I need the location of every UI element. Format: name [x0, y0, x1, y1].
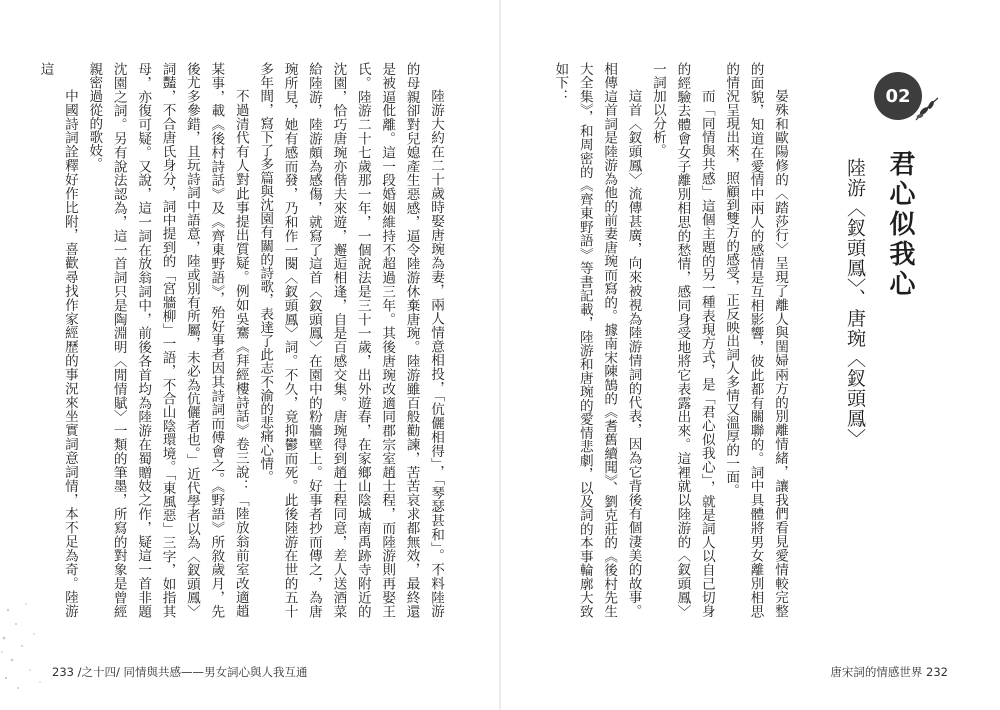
- right-paragraph-3: 這首〈釵頭鳳〉流傳甚廣，向來被視為陸游情詞的代表，因為它背後有個淒美的故事。相傳這首詞是陸游為他的前妻唐琬而寫的。據南宋陳鵠的《耆舊續聞》、劉克莊的《後村先生大全集》，和周密的《齊東野語》等書記載，陸游和唐琬的愛情悲劇，以及詞的本事輪廓大致如下：: [552, 62, 642, 618]
- leaf-sprig-icon: [914, 96, 940, 122]
- left-paragraph-3: 中國詩詞詮釋好作比附，喜歡尋找作家經歷的事況來坐實詞意詞情，本不足為奇。陸游這: [37, 62, 78, 618]
- section-title: 君心似我心: [885, 150, 915, 300]
- right-paragraph-1: 晏殊和歐陽修的〈踏莎行〉呈現了離人與閨婦兩方的別離情緒，讓我們看見愛情較完整的面貌，知道在愛情中兩人的感情是互相影響，彼此都有關聯的。詞中具體將男女離別相思的情況呈現出來，照顧到雙方的感受，正反映出詞人多情又溫厚的一面。: [723, 62, 788, 618]
- left-page-footer: 233 /之十四/ 同情與共感——男女詞心與人我互通: [52, 665, 308, 679]
- left-page-body: [37, 62, 448, 618]
- decorative-speckle-icon: [0, 590, 90, 700]
- right-page-body: [552, 62, 792, 618]
- chapter-number-badge: 02: [874, 72, 922, 120]
- right-page-footer: 唐宋詞的情感世界 232: [830, 665, 948, 679]
- right-page: [500, 0, 1000, 710]
- section-subtitle: 陸游〈釵頭鳳〉、唐琬〈釵頭鳳〉: [844, 158, 866, 449]
- left-paragraph-2: 不過清代有人對此事提出質疑。例如吳騫《拜經樓詩話》卷三說：「陸放翁前室改適趙某事，載《後村詩話》及《齊東野語》，殆好事者因其詩詞而傅會之。《野語》所敘歲月，先後尤多參錯，且玩詩詞中語意，陸或別有所屬，未必為伉儷者也。」近代學者以為〈釵頭鳳〉詞豔，不合唐氏身分，詞中提到的「宮牆柳」一語，不合山陰環境。「東風惡」三字，如指其母，亦復可疑。又說，這一詞在放翁詞中，前後各首均為陸游在蜀贈妓之作，疑這一首非題沈園之詞。另有說法認為，這一首詞只是陶淵明〈閒情賦〉一類的筆墨，所寫的對象是曾經親密過從的歌妓。: [86, 62, 249, 618]
- left-paragraph-1: 陸游大約在二十歲時娶唐琬為妻，兩人情意相投，「伉儷相得」，「琴瑟甚和」。不料陸游的母親卻對兒媳產生惡感，逼令陸游休棄唐琬。陸游雖百般勸諫，苦苦哀求都無效，最終還是被逼仳離。這一段婚姻維持不超過三年。其後唐琬改適同郡宗室趙士程，而陸游則再娶王氏。陸游二十七歲那一年，一個說法是三十一歲，出外遊春，在家鄉山陰城南禹跡寺附近的沈園，恰巧唐琬亦偕夫來遊，邂逅相逢，自是百感交集。唐琬得到趙士程同意，差人送酒菜給陸游，陸游頗為感傷，就寫了這首〈釵頭鳳〉在園中的粉牆壁上。好事者抄而傳之，為唐琬所見，她有感而發，乃和作一闋〈釵頭鳳〉詞。不久，竟抑鬱而死。此後陸游在世的五十多年間，寫下了多篇與沈園有關的詩歌，表達了此志不渝的悲痛心情。: [257, 62, 444, 618]
- right-paragraph-2: 而「同情與共感」這個主題的另一種表現方式，是「君心似我心」，就是詞人以自己切身的經驗去體會女子離別相思的愁情，感同身受地將它表露出來。這裡就以陸游的〈釵頭鳳〉一詞加以分析。: [649, 62, 715, 618]
